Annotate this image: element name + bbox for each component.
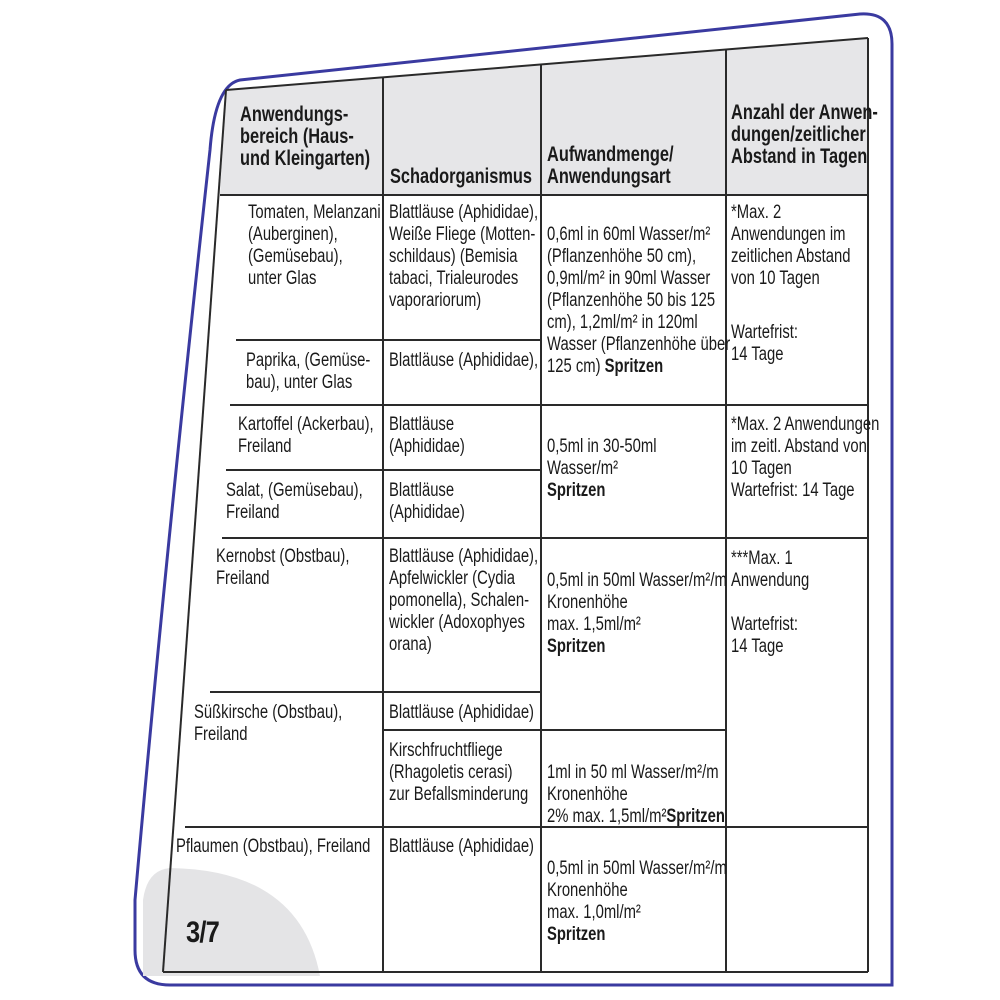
header-dose: Aufwandmenge/ Anwendungsart xyxy=(547,143,674,188)
tomaten-dose xyxy=(547,202,730,378)
kartoffel-dose-text: 0,5ml in 30-50ml Wasser/m² xyxy=(547,436,657,479)
suesskirsche-dose-text: 1ml in 50 ml Wasser/m²/m Kronenhöhe 2% max. 1,5ml/m² xyxy=(547,762,719,827)
salat-area: Salat, (Gemüsebau), Freiland xyxy=(226,480,363,523)
pflaumen-area: Pflaumen (Obstbau), Freiland xyxy=(176,836,371,857)
kernobst-dose-text: 0,5ml in 50ml Wasser/m²/m Kronenhöhe max. 1,5ml/m² xyxy=(547,570,727,635)
pflaumen-dose xyxy=(547,836,727,946)
suesskirsche-dose-method: Spritzen xyxy=(666,806,725,827)
tomaten-dose-method: Spritzen xyxy=(604,356,664,377)
kartoffel-area: Kartoffel (Ackerbau), Freiland xyxy=(238,414,374,457)
kernobst-count: ***Max. 1 Anwendung xyxy=(731,548,810,591)
header-organism: Schadorganismus xyxy=(390,165,533,188)
kernobst-organism: Blattläuse (Aphididae), Apfelwickler (Cydia pomonella), Schalen- wickler (Adoxophyes orana) xyxy=(389,546,539,655)
kartoffel-organism: Blattläuse (Aphididae) xyxy=(389,414,465,457)
suesskirsche-organism-2: Kirschfruchtfliege (Rhagoletis cerasi) zur Befallsminderung xyxy=(389,740,529,805)
page-number: 3/7 xyxy=(186,916,219,949)
pflaumen-dose-method: Spritzen xyxy=(547,924,606,945)
kernobst-dose xyxy=(547,548,727,658)
pflaumen-organism: Blattläuse (Aphididae) xyxy=(389,836,534,857)
pflaumen-dose-text: 0,5ml in 50ml Wasser/m²/m Kronenhöhe max. 1,0ml/m² xyxy=(547,858,727,923)
kernobst-dose-method: Spritzen xyxy=(547,636,606,657)
tomaten-wait: Wartefrist: 14 Tage xyxy=(731,322,798,365)
kernobst-wait: Wartefrist: 14 Tage xyxy=(731,614,798,657)
suesskirsche-area: Süßkirsche (Obstbau), Freiland xyxy=(194,702,343,745)
tomaten-area: Tomaten, Melanzani (Auberginen), (Gemüsebau), unter Glas xyxy=(248,202,381,289)
suesskirsche-organism-1: Blattläuse (Aphididae) xyxy=(389,702,534,723)
tomaten-organism: Blattläuse (Aphididae), Weiße Fliege (Motten- schildaus) (Bemisia tabaci, Trialeurodes vaporariorum) xyxy=(389,202,539,311)
paprika-area: Paprika, (Gemüse- bau), unter Glas xyxy=(246,350,371,393)
paprika-organism: Blattläuse (Aphididae), xyxy=(389,350,539,371)
suesskirsche-dose xyxy=(547,740,725,828)
kernobst-area: Kernobst (Obstbau), Freiland xyxy=(216,546,350,589)
header-count: Anzahl der Anwen- dungen/zeitlicher Abstand in Tagen xyxy=(731,101,878,168)
kartoffel-dose-method: Spritzen xyxy=(547,480,606,501)
salat-organism: Blattläuse (Aphididae) xyxy=(389,480,465,523)
header-area: Anwendungs- bereich (Haus- und Kleingarten) xyxy=(240,103,371,170)
tomaten-dose-text: 0,6ml in 60ml Wasser/m² (Pflanzenhöhe 50 cm), 0,9ml/m² in 90ml Wasser (Pflanzenhöhe 50 bis 125 cm), 1,2ml/m² in 120ml Wasser (Pflanzenhöhe über 125 cm) xyxy=(547,224,731,377)
kartoffel-dose xyxy=(547,414,657,502)
kartoffel-count: *Max. 2 Anwendungen im zeitl. Abstand von 10 Tagen Wartefrist: 14 Tage xyxy=(731,414,880,501)
tomaten-count: *Max. 2 Anwendungen im zeitlichen Abstand von 10 Tagen xyxy=(731,202,851,289)
